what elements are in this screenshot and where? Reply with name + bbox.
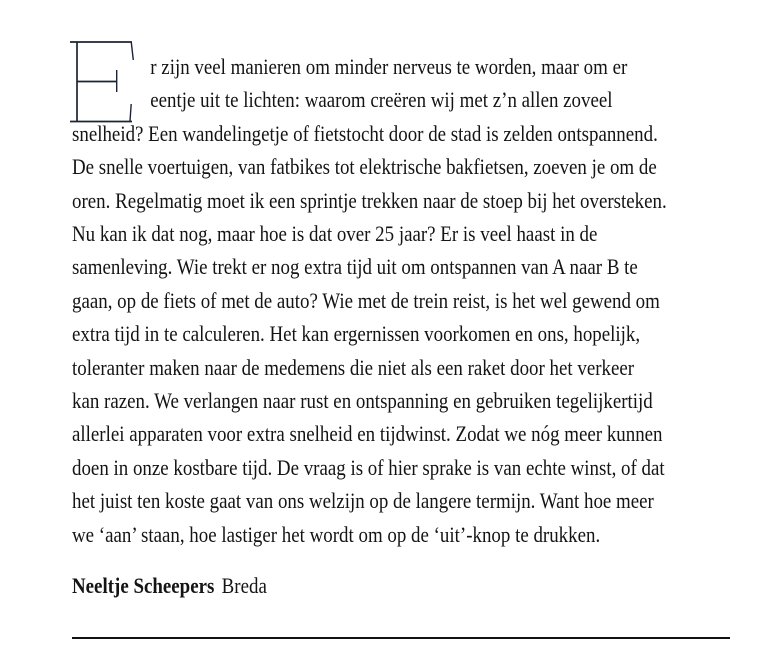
text-line: De snelle voertuigen, van fatbikes tot elektrische bakfietsen, zoeven je om de: [72, 154, 657, 180]
letter-text: [72, 50, 760, 551]
drop-cap-letter: [0, 0, 1, 1]
text-line: allerlei apparaten voor extra snelheid en tijdwinst. Zodat we nóg meer kunnen: [72, 421, 663, 447]
text-line: gaan, op de fiets of met de auto? Wie met de trein reist, is het wel gewend om: [72, 287, 660, 313]
byline-name: Neeltje Scheepers: [72, 573, 215, 599]
text-line: we ‘aan’ staan, hoe lastiger het wordt om op de ‘uit’-knop te drukken.: [72, 521, 601, 547]
text-line: kan razen. We verlangen naar rust en ontspanning en gebruiken tegelijkertijd: [72, 388, 653, 414]
text-line: r zijn veel manieren om minder nerveus te worden, maar om er: [150, 54, 628, 79]
byline-location: Breda: [221, 573, 267, 599]
text-line: oren. Regelmatig moet ik een sprintje trekken naar de stoep bij het oversteken.: [72, 187, 667, 213]
text-line: het juist ten koste gaat van ons welzijn op de langere termijn. Want hoe meer: [72, 488, 654, 514]
bottom-divider: [72, 637, 730, 639]
text-line: eentje uit te lichten: waarom creëren wij met z’n allen zoveel: [150, 87, 613, 113]
text-line: snelheid? Een wandelingetje of fietstocht door de stad is zelden ontspannend.: [72, 120, 658, 146]
byline: [72, 571, 760, 601]
letter-column: [72, 50, 760, 601]
text-line: extra tijd in te calculeren. Het kan ergernissen voorkomen en ons, hopelijk,: [72, 321, 641, 347]
text-line: toleranter maken naar de medemens die niet als een raket door het verkeer: [72, 354, 635, 380]
text-line: doen in onze kostbare tijd. De vraag is of hier sprake is van echte winst, of dat: [72, 454, 665, 480]
text-line: Nu kan ik dat nog, maar hoe is dat over 25 jaar? Er is veel haast in de: [72, 221, 598, 247]
text-line: samenleving. Wie trekt er nog extra tijd uit om ontspannen van A naar B te: [72, 254, 638, 280]
